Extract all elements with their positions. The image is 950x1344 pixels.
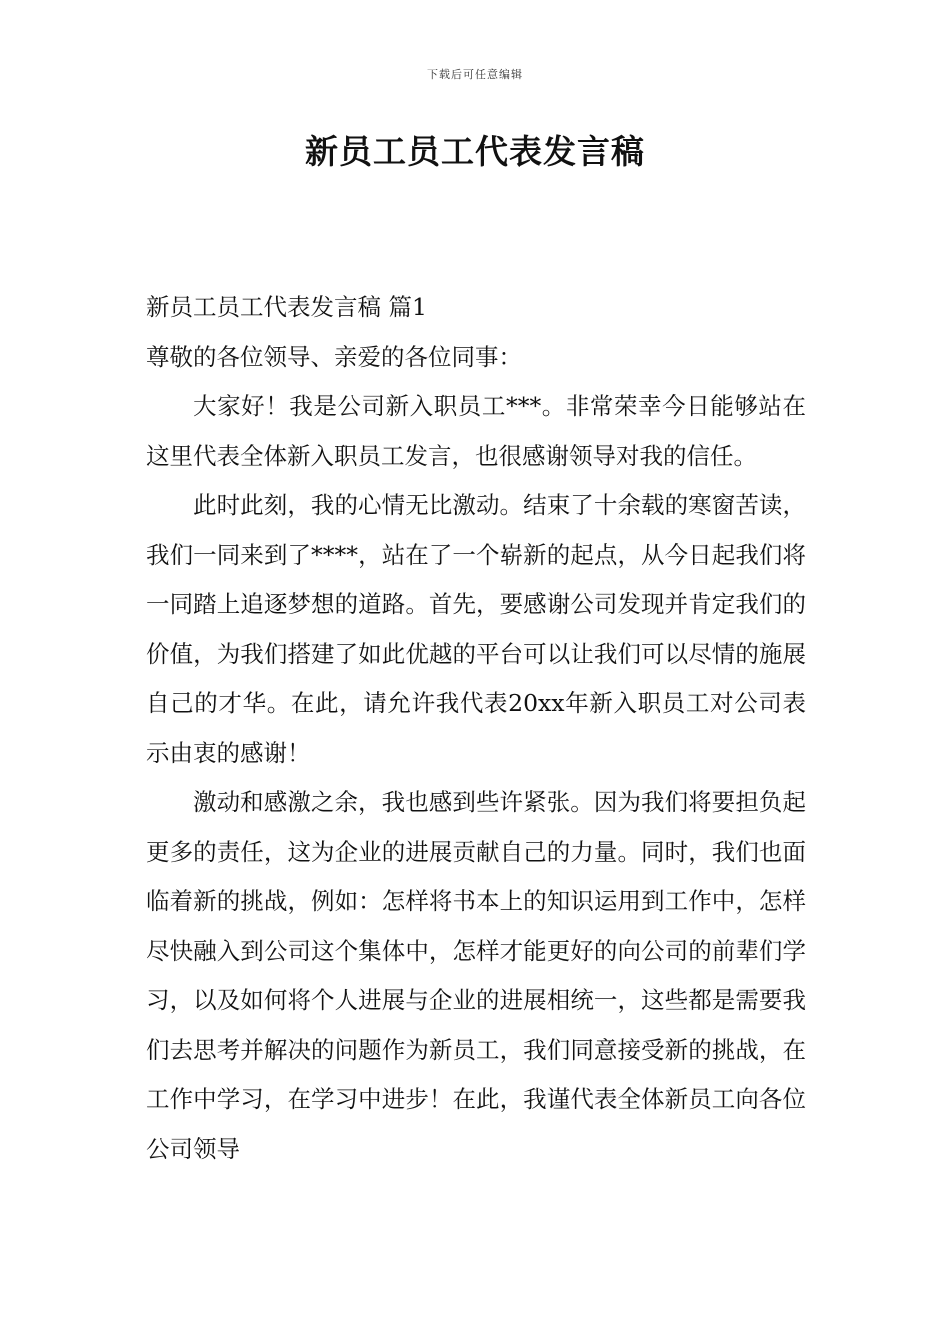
header-note: 下载后可任意编辑 (427, 68, 523, 81)
document-body (146, 283, 806, 1174)
body-paragraph: 此时此刻，我的心情无比激动。结束了十余载的寒窗苦读，我们一同来到了****，站在了一个崭新的起点，从今日起我们将一同踏上追逐梦想的道路。首先，要感谢公司发现并肯定我们的价值，为我们搭建了如此优越的平台可以让我们可以尽情的施展自己的才华。在此，请允许我代表20xx年新入职员工对公司表示由衷的感谢！ (146, 491, 806, 767)
body-paragraph: 激动和感激之余，我也感到些许紧张。因为我们将要担负起更多的责任，这为企业的进展贡献自己的力量。同时，我们也面临着新的挑战，例如：怎样将书本上的知识运用到工作中，怎样尽快融入到公司这个集体中，怎样才能更好的向公司的前辈们学习，以及如何将个人进展与企业的进展相统一，这些都是需要我们去思考并解决的问题作为新员工，我们同意接受新的挑战，在工作中学习，在学习中进步！在此，我谨代表全体新员工向各位公司领导 (146, 788, 806, 1163)
document-title: 新员工员工代表发言稿 (305, 132, 645, 171)
body-paragraph: 大家好！我是公司新入职员工***。非常荣幸今日能够站在这里代表全体新入职员工发言，也很感谢领导对我的信任。 (146, 392, 806, 470)
section-heading: 新员工员工代表发言稿 篇1 (146, 293, 427, 321)
salutation: 尊敬的各位领导、亲爱的各位同事： (146, 342, 522, 371)
